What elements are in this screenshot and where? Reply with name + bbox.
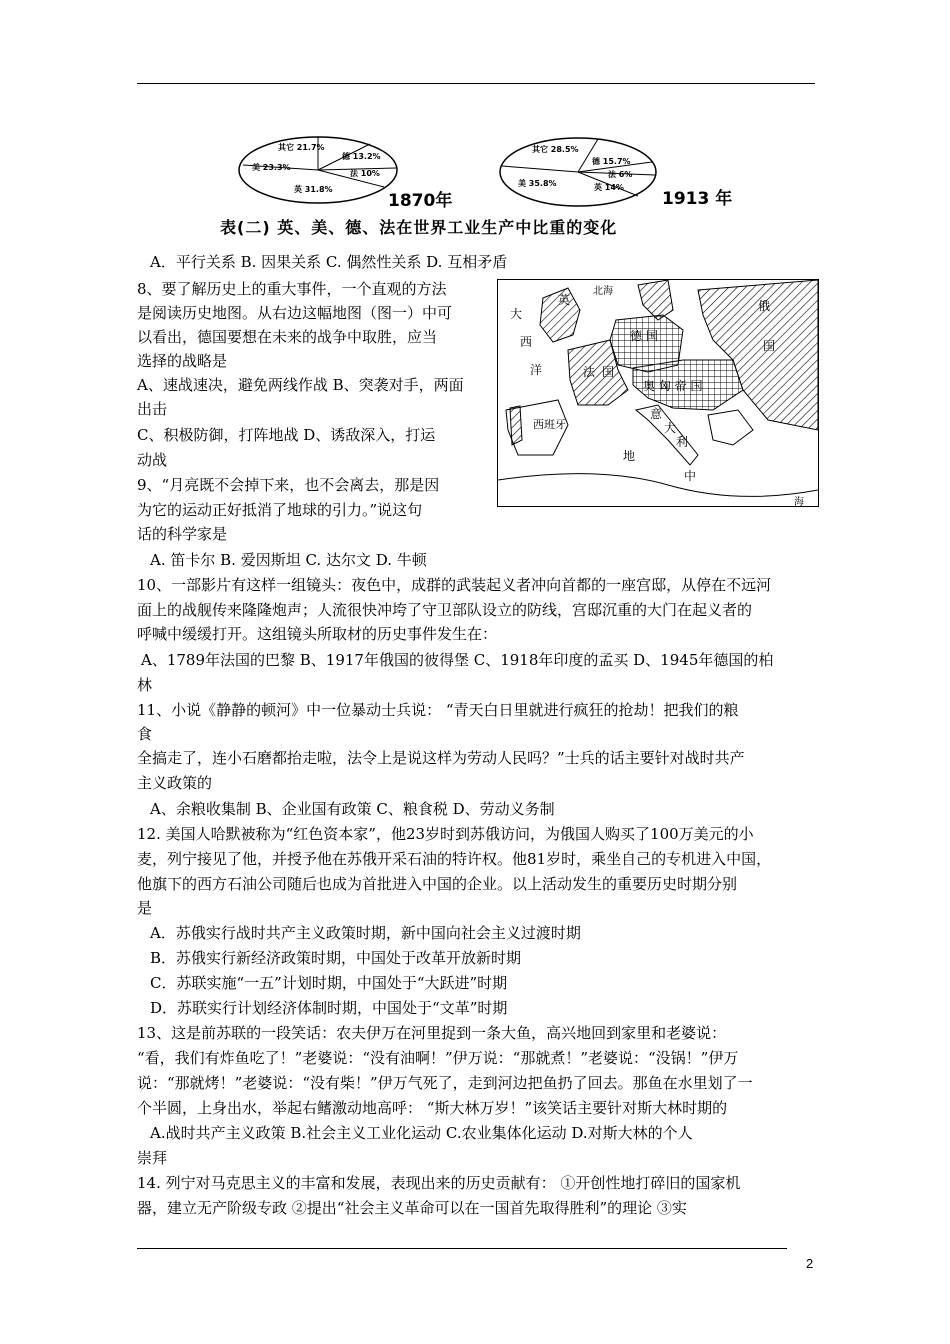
text-line: 林 xyxy=(137,676,153,694)
map-label: 地 xyxy=(623,449,636,463)
text-line: 呼喊中缓缓打开。这组镜头所取材的历史事件发生在： xyxy=(137,625,498,643)
map-label: 俄 xyxy=(758,299,771,313)
text-line: A、1789年法国的巴黎 B、1917年俄国的彼得堡 C、1918年印度的孟买 D、1945年德国的柏 xyxy=(141,651,774,669)
map-label: 奥 匈 帝 国 xyxy=(643,379,703,393)
text-line: 器，建立无产阶级专政 ②提出“社会主义革命可以在一国首先取得胜利”的理论 ③实 xyxy=(137,1199,687,1217)
pie1870-label: 法 10% xyxy=(350,169,380,178)
pie1870-label: 美 23.3% xyxy=(252,163,291,172)
text-line: A．苏俄实行战时共产主义政策时期，新中国向社会主义过渡时期 xyxy=(150,924,581,942)
map-label: 西 xyxy=(520,335,533,349)
text-line: C、积极防御，打阵地战 D、诱敌深入，打运 xyxy=(137,426,436,444)
text-line: 12. 美国人哈默被称为“红色资本家”，他23岁时到苏俄访问，为俄国人购买了100万美元的小 xyxy=(137,825,754,843)
text-line: A、速战速决，避免两线作战 B、突袭对手，两面 xyxy=(137,376,464,394)
map-label: 北海 xyxy=(593,286,613,297)
pie1913-label: 德 15.7% xyxy=(592,157,631,166)
pie1870-label: 其它 21.7% xyxy=(278,143,325,152)
text-line: 动战 xyxy=(137,451,168,469)
text-line: 以看出，德国要想在未来的战争中取胜，应当 xyxy=(137,328,438,346)
text-line: “看，我们有炸鱼吃了！”老婆说：“没有油啊！”伊万说：“那就煮！”老婆说：“没锅！”伊万 xyxy=(137,1049,739,1067)
text-line: 9、“月亮既不会掉下来，也不会离去，那是因 xyxy=(137,476,440,494)
text-line: 全搞走了，连小石磨都抬走啦，法令上是说这样为劳动人民吗？”士兵的话主要针对战时共产 xyxy=(137,749,745,767)
text-line: 11、小说《静静的顿河》中一位暴动士兵说： “青天白日里就进行疯狂的抢劫！把我们的粮 xyxy=(137,701,739,719)
text-line: 主义政策的 xyxy=(137,774,213,792)
pie1913-label: 英 14% xyxy=(594,183,624,192)
text-line: A、余粮收集制 B、企业国有政策 C、粮食税 D、劳动义务制 xyxy=(150,800,555,818)
text-line: 说：“那就烤！”老婆说：“没有柴！”伊万气死了，走到河边把鱼扔了回去。那鱼在水里划了一 xyxy=(137,1074,753,1092)
text-line: 14. 列宁对马克思主义的丰富和发展，表现出来的历史贡献有： ①开创性地打碎旧的国家机 xyxy=(137,1174,741,1192)
map-label: 国 xyxy=(763,339,776,353)
text-line: 麦，列宁接见了他，并授予他在苏俄开采石油的特许权。他81岁时，乘坐自己的专机进入中国， xyxy=(137,850,772,868)
map-label: 利 xyxy=(676,435,689,449)
pie-chart-1870 xyxy=(238,132,478,212)
text-line: 10、一部影片有这样一组镜头：夜色中，成群的武装起义者冲向首都的一座宫邸，从停在不远河 xyxy=(137,576,772,594)
pie1913-label: 美 35.8% xyxy=(518,179,557,188)
figure-caption: 表(二) 英、美、德、法在世界工业生产中比重的变化 xyxy=(220,218,618,237)
europe-map xyxy=(497,279,819,507)
pie1870-label: 英 31.8% xyxy=(294,185,333,194)
map-label: 海 xyxy=(794,497,804,507)
text-line: A. 笛卡尔 B. 爱因斯坦 C. 达尔文 D. 牛顿 xyxy=(150,551,427,569)
map-label: 大 xyxy=(664,421,677,435)
text-line: 为它的运动正好抵消了地球的引力。”说这句 xyxy=(137,501,423,519)
footer-rule xyxy=(137,1248,787,1249)
map-label: 洋 xyxy=(530,363,543,377)
text-line: B．苏俄实行新经济政策时期，中国处于改革开放新时期 xyxy=(150,949,522,967)
options-line: A．平行关系 B. 因果关系 C. 偶然性关系 D. 互相矛盾 xyxy=(150,253,508,271)
text-line: C．苏联实施“一五”计划时期，中国处于“大跃进”时期 xyxy=(150,974,508,992)
pie-chart-1913 xyxy=(498,134,738,214)
map-label: 中 xyxy=(684,469,697,483)
text-line: 8、要了解历史上的重大事件，一个直观的方法 xyxy=(137,280,447,298)
text-line: D．苏联实行计划经济体制时期，中国处于“文革”时期 xyxy=(150,999,508,1017)
text-line: 食 xyxy=(137,725,153,743)
text-line: A.战时共产主义政策 B.社会主义工业化运动 C.农业集体化运动 D.对斯大林的个人 xyxy=(150,1124,693,1142)
map-label: 大 xyxy=(510,307,523,321)
pie1870-year: 1870年 xyxy=(388,191,453,211)
text-line: 个半圆，上身出水，举起右鳍激动地高呼： “斯大林万岁！”该笑话主要针对斯大林时期的 xyxy=(137,1099,728,1117)
map-label: 国 xyxy=(602,365,615,379)
text-line: 他旗下的西方石油公司随后也成为首批进入中国的企业。以上活动发生的重要历史时期分别 xyxy=(137,875,738,893)
pie1913-label: 法 6% xyxy=(608,170,633,179)
map-label: 西班牙 xyxy=(533,418,566,431)
pie1913-label: 其它 28.5% xyxy=(532,145,579,154)
text-line: 面上的战舰传来隆隆炮声；人流很快冲垮了守卫部队设立的防线，宫邸沉重的大门在起义者的 xyxy=(137,601,753,619)
header-rule xyxy=(137,83,815,84)
map-label: 意 xyxy=(650,407,663,421)
page-number: 2 xyxy=(806,1256,814,1271)
map-label: 法 xyxy=(583,365,596,379)
map-label: 德 国 xyxy=(630,329,658,343)
text-line: 选择的战略是 xyxy=(137,352,228,370)
text-line: 崇拜 xyxy=(137,1149,168,1167)
text-line: 是阅读历史地图。从右边这幅地图（图一）中可 xyxy=(137,304,453,322)
pie1870-label: 德 13.2% xyxy=(342,152,381,161)
text-line: 话的科学家是 xyxy=(137,525,228,543)
text-line: 13、这是前苏联的一段笑话：农夫伊万在河里捉到一条大鱼，高兴地回到家里和老婆说： xyxy=(137,1024,727,1042)
map-label: 英 xyxy=(558,293,571,307)
text-line: 出击 xyxy=(137,400,168,418)
text-line: 是 xyxy=(137,899,153,917)
pie1913-year: 1913 年 xyxy=(662,189,733,209)
